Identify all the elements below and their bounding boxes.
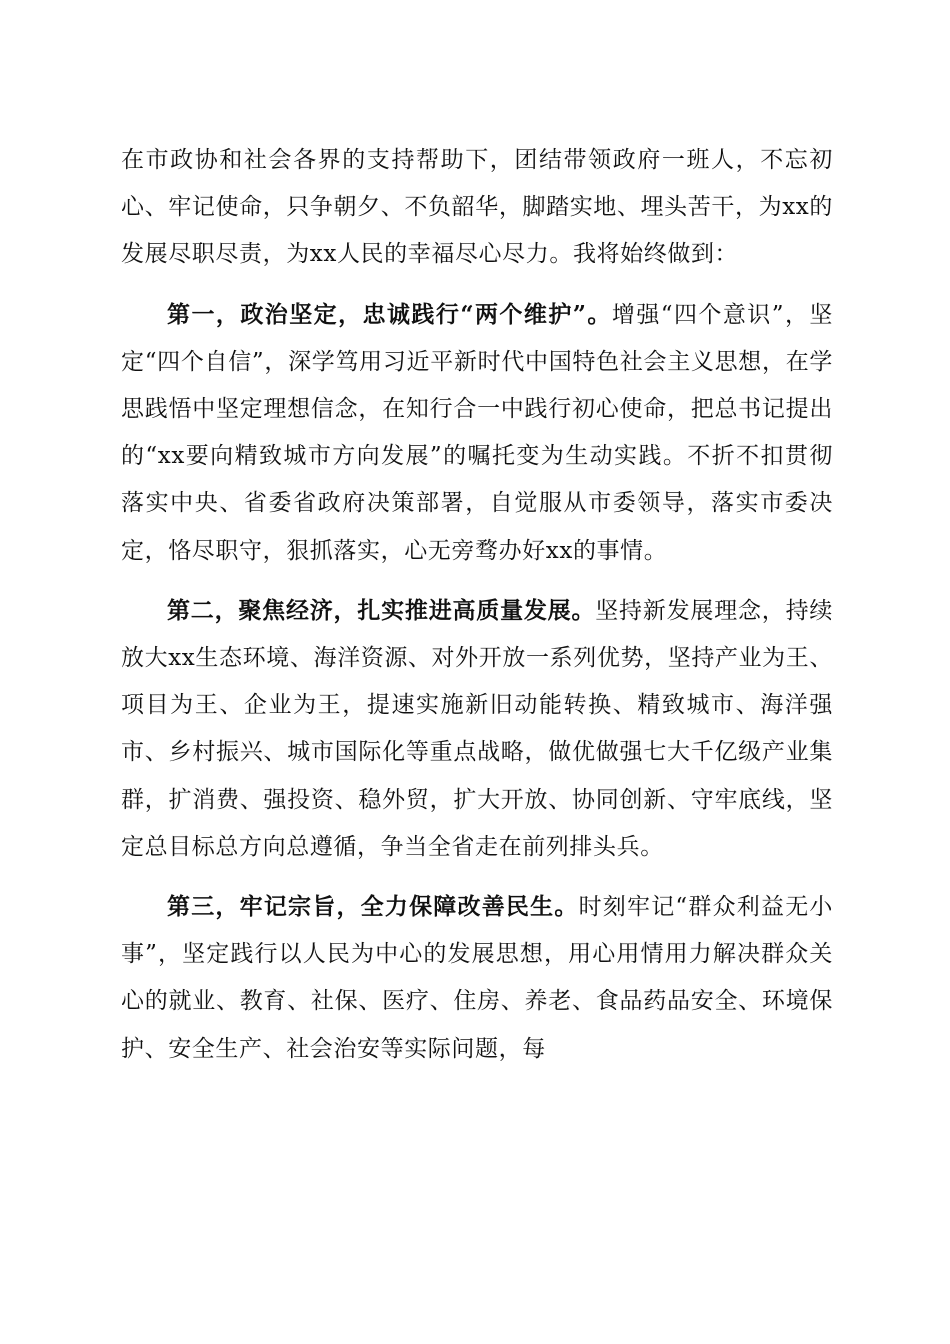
paragraph-heading: 第三，牢记宗旨，全力保障改善民生。 <box>167 893 579 921</box>
paragraph-second <box>121 587 833 871</box>
paragraph-text: 增强“四个意识”，坚定“四个自信”，深学笃用习近平新时代中国特色社会主义思想，在学思践悟中坚定理想信念，在知行合一中践行初心使命，把总书记提出的“xx要向精致城市方向发展”的嘱托变为生动实践。不折不扣贯彻落实中央、省委省政府决策部署，自觉服从市委领导，落实市委决定，恪尽职守，狠抓落实，心无旁骛办好xx的事情。 <box>121 301 833 564</box>
paragraph-heading: 第一，政治坚定，忠诚践行“两个维护”。 <box>167 300 612 328</box>
document-body <box>121 137 833 1073</box>
paragraph-third <box>121 883 833 1073</box>
paragraph-first <box>121 291 833 575</box>
paragraph-text: 在市政协和社会各界的支持帮助下，团结带领政府一班人，不忘初心、牢记使命，只争朝夕、不负韶华，脚踏实地、埋头苦干，为xx的发展尽职尽责，为xx人民的幸福尽心尽力。我将始终做到： <box>121 147 833 268</box>
paragraph-text: 坚持新发展理念，持续放大xx生态环境、海洋资源、对外开放一系列优势，坚持产业为王、项目为王、企业为王，提速实施新旧动能转换、精致城市、海洋强市、乡村振兴、城市国际化等重点战略，做优做强七大千亿级产业集群，扩消费、强投资、稳外贸，扩大开放、协同创新、守牢底线，坚定总目标总方向总遵循，争当全省走在前列排头兵。 <box>121 597 833 860</box>
paragraph-heading: 第二，聚焦经济，扎实推进高质量发展。 <box>167 596 596 624</box>
paragraph-intro <box>121 137 833 279</box>
paragraph-text: 时刻牢记“群众利益无小事”，坚定践行以人民为中心的发展思想，用心用情用力解决群众关心的就业、教育、社保、医疗、住房、养老、食品药品安全、环境保护、安全生产、社会治安等实际问题，每 <box>121 894 834 1062</box>
